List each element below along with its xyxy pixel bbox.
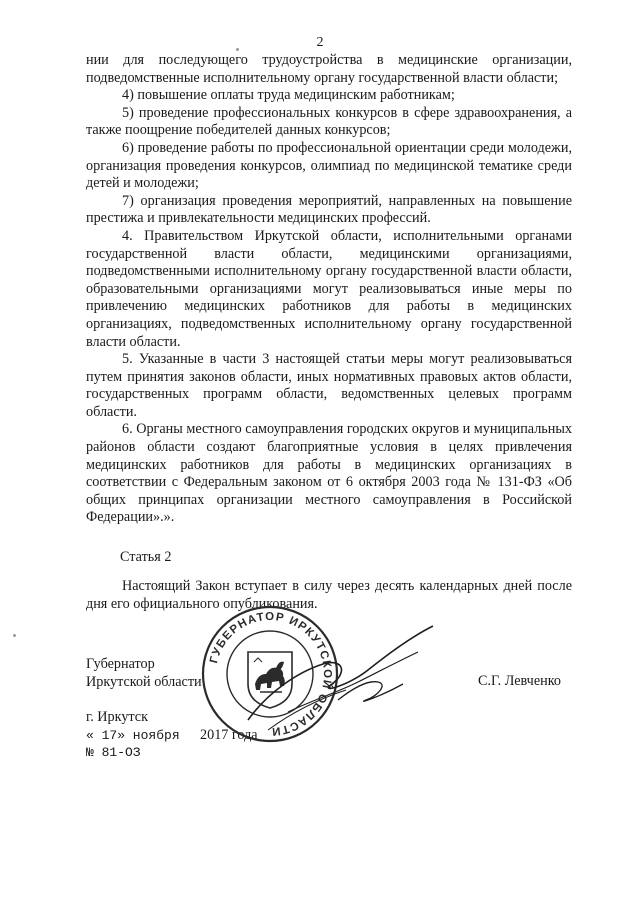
document-number: № 81-ОЗ xyxy=(86,745,141,760)
signatory-name: С.Г. Левченко xyxy=(478,673,561,689)
page-number: 2 xyxy=(316,35,324,50)
body-paragraph: 6. Органы местного самоуправления городских округов и муниципальных районов области создают благоприятные условия в целях привлечения медицинских работников для работы в медицинских организациях в соответствии с Федеральным законом от 6 октября 2003 года № 131-ФЗ «Об общих принципах организации местного самоуправления в Российской Федерации».». xyxy=(86,421,572,526)
document-body xyxy=(86,52,572,527)
body-paragraph: 6) проведение работы по профессиональной ориентации среди молодежи, организация проведения конкурсов, олимпиад по медицинской тематике среди детей и молодежи; xyxy=(86,139,572,192)
final-paragraph: Настоящий Закон вступает в силу через десять календарных дней после дня его официального опубликования. xyxy=(86,578,572,612)
scan-speck xyxy=(13,634,16,637)
signatory-title-line1: Губернатор xyxy=(86,656,155,672)
city: г. Иркутск xyxy=(86,709,148,725)
body-paragraph: нии для последующего трудоустройства в медицинские организации, подведомственные исполнительному органу государственной власти области; xyxy=(86,52,572,86)
date-year: 2017 года xyxy=(200,727,258,743)
date-day-month: « 17» ноября xyxy=(86,728,180,743)
scan-speck xyxy=(236,48,239,51)
signatory-title-line2: Иркутской области xyxy=(86,673,202,690)
article-heading: Статья 2 xyxy=(120,549,172,565)
body-paragraph: 5) проведение профессиональных конкурсов в сфере здравоохранения, а также поощрение победителей данных конкурсов; xyxy=(86,104,572,139)
body-paragraph: 4) повышение оплаты труда медицинским работникам; xyxy=(122,87,455,104)
signature-icon xyxy=(228,612,448,742)
body-paragraph: 5. Указанные в части 3 настоящей статьи меры могут реализовываться путем принятия законов области, иных нормативных правовых актов области, государственных программ области, ведомственных целевых программ области. xyxy=(86,351,572,420)
signatory-title xyxy=(86,656,202,691)
seal-text: ГУБЕРНАТОР ИРКУТСКОЙ ОБЛАСТИ xyxy=(208,610,334,738)
date-line xyxy=(86,727,258,744)
body-paragraph: 7) организация проведения мероприятий, направленных на повышение престижа и привлекательности медицинских профессий. xyxy=(86,192,572,227)
body-paragraph: 4. Правительством Иркутской области, исполнительными органами государственной власти области, медицинскими организациями, подведомственными исполнительному органу государственной власти области, образовательными организациями могут реализовываться иные меры по привлечению медицинских работников для работы в медицинских организациях, подведомственных исполнительному органу государственной власти области. xyxy=(86,227,572,350)
